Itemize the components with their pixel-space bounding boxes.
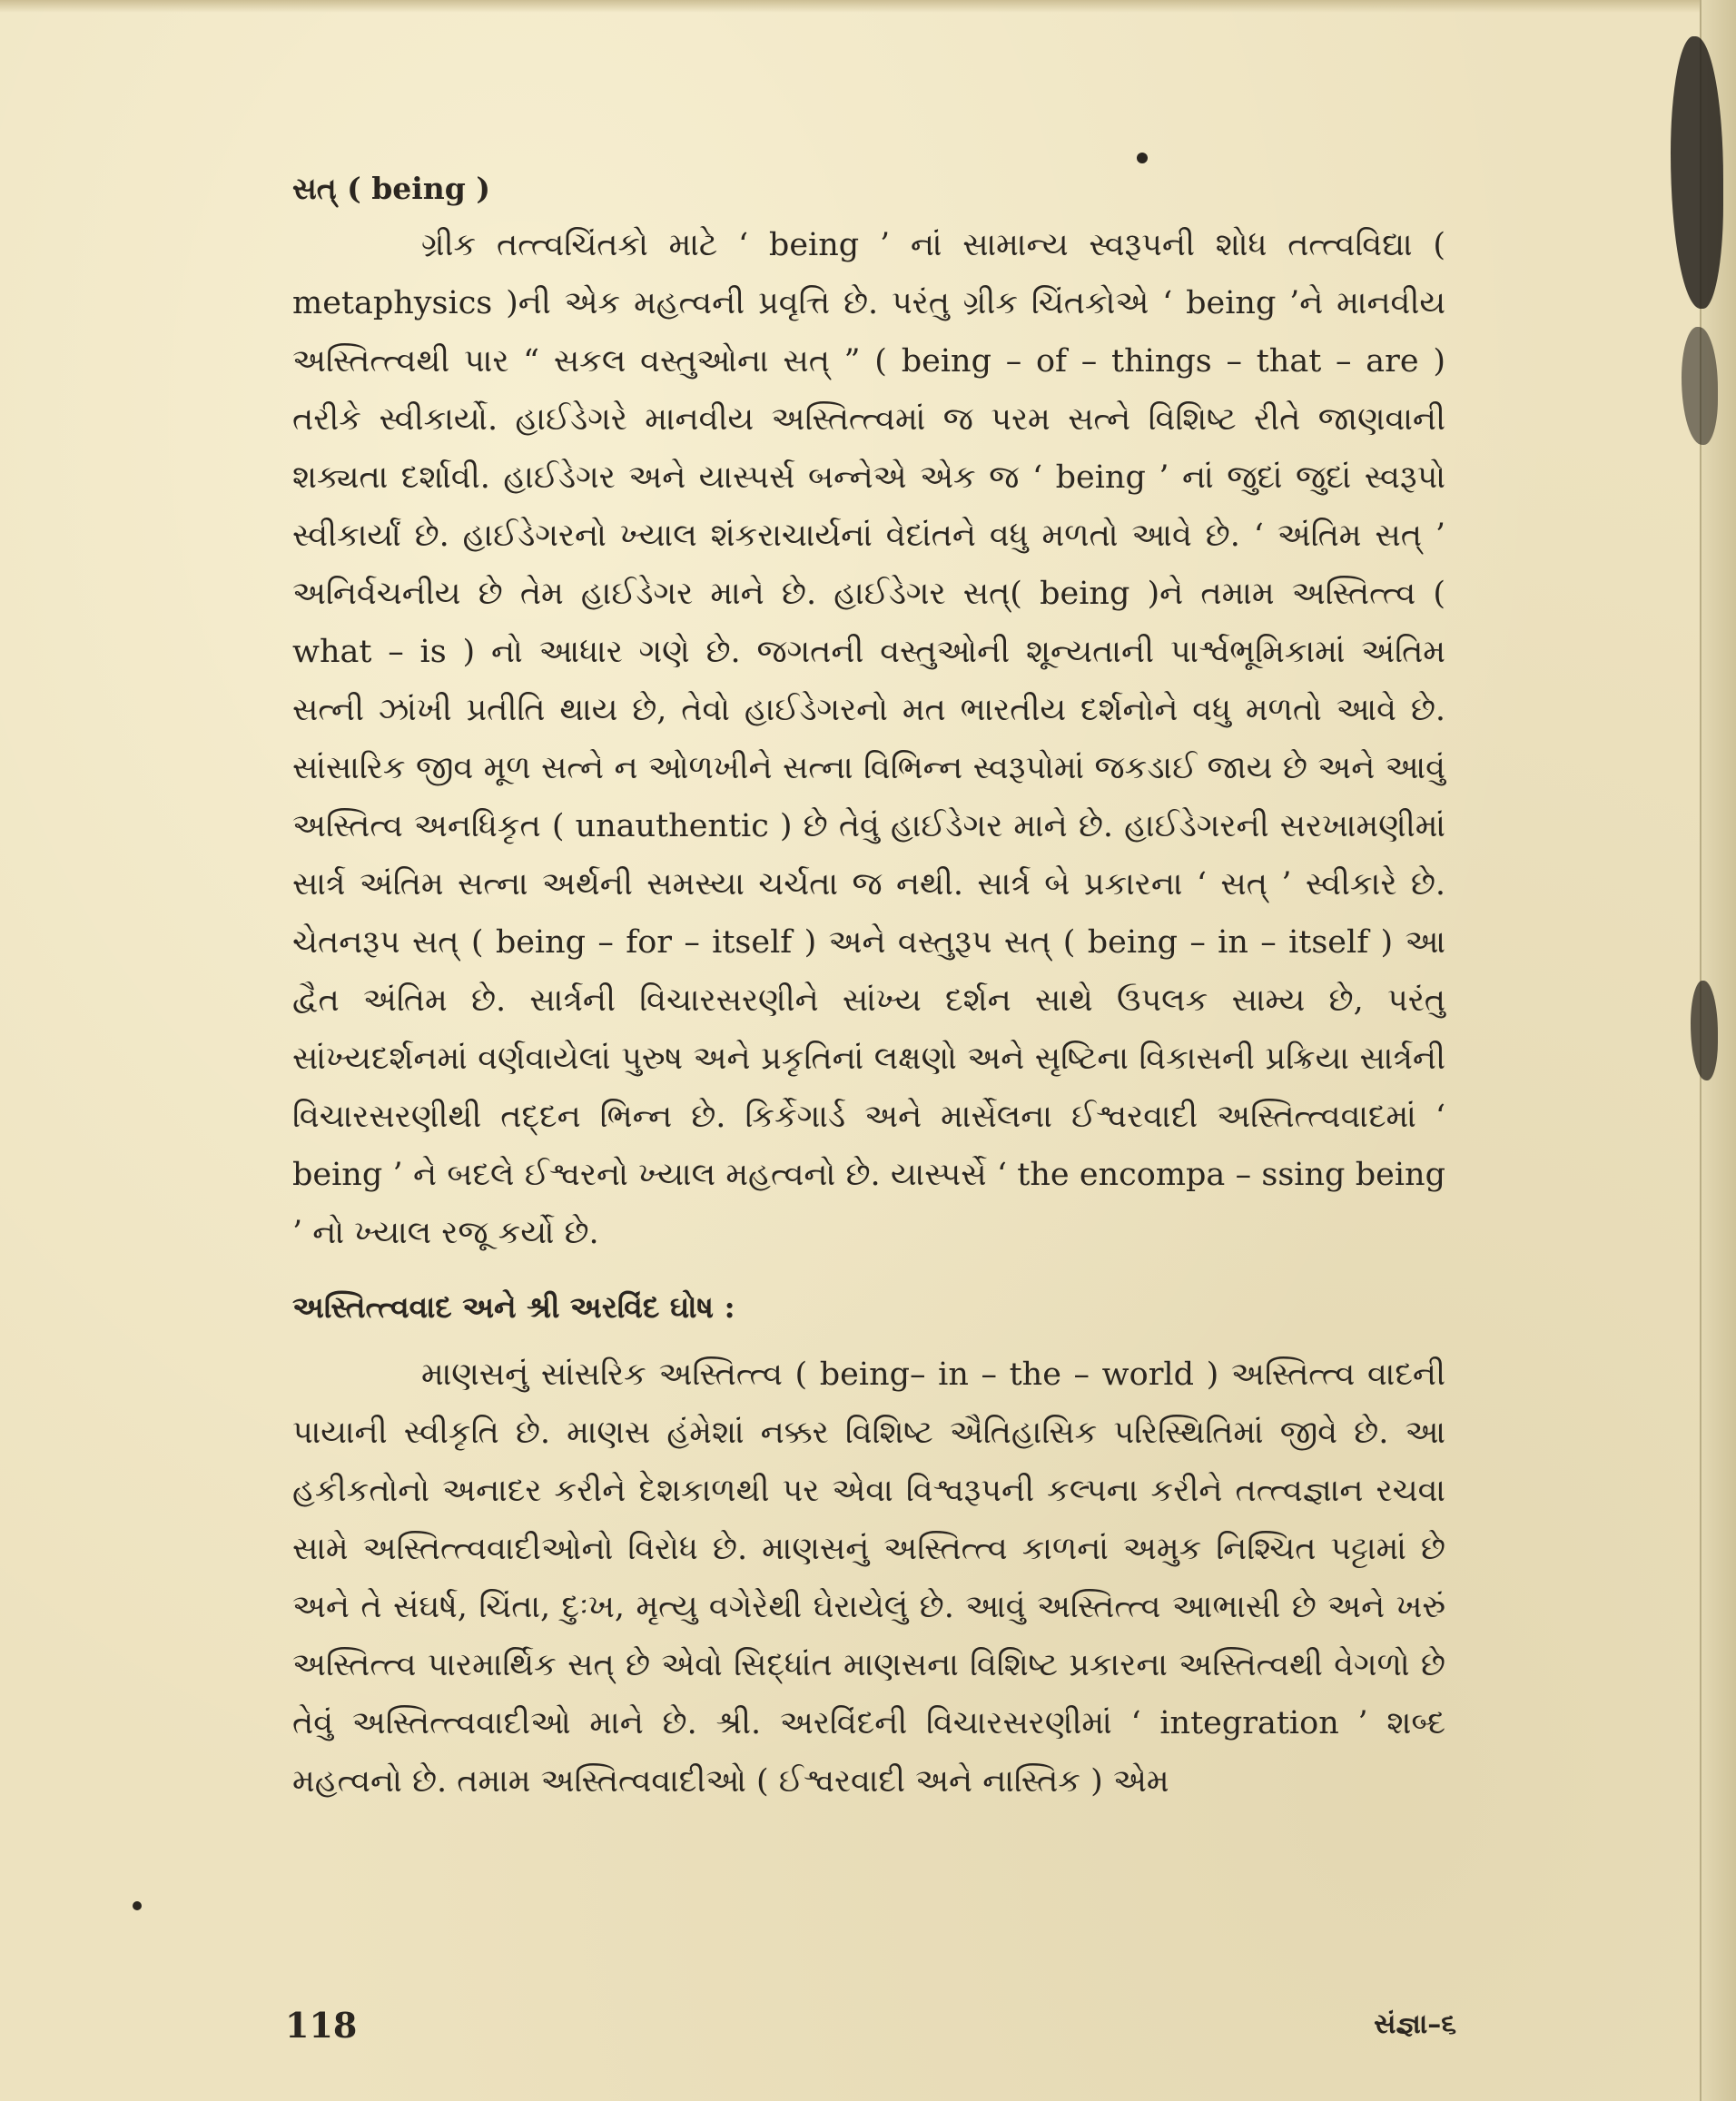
section-heading-being: સત્ ( being ): [292, 171, 490, 206]
paragraph-existentialism-aurobindo: માણસનું સાંસરિક અસ્તિત્ત્વ ( being– in – the – world ) અસ્તિત્ત્વ વાદની પાયાની સ્વીકૃતિ છે. માણસ હંમેશાં નક્કર વિશિષ્ટ ઐતિહાસિક પરિસ્થિતિમાં જીવે છે. આ હકીકતોનો અનાદર કરીને દેશકાળથી પર એવા વિશ્વરૂપની કલ્પના કરીને તત્ત્વજ્ઞાન રચવા સામે અસ્તિત્ત્વવાદીઓનો વિરોધ છે. માણસનું અસ્તિત્ત્વ કાળનાં અમુક નિશ્ચિત પટ્ટામાં છે અને તે સંઘર્ષ, ચિંતા, દુઃખ, મૃત્યુ વગેરેથી ઘેરાયેલું છે. આવું અસ્તિત્ત્વ આભાસી છે અને ખરું અસ્તિત્ત્વ પારમાર્થિક સત્ છે એવો સિદ્ધાંત માણસના વિશિષ્ટ પ્રકારના અસ્તિત્વથી વેગળો છે તેવું અસ્તિત્ત્વવાદીઓ માને છે. શ્રી. અરવિંદની વિચારસરણીમાં ‘ integration ’ શબ્દ મહત્વનો છે. તમામ અસ્તિત્વવાદીઓ ( ઈશ્વરવાદી અને નાસ્તિક ) એમ: [292, 1356, 1445, 1800]
ink-stain-right-middle: [1682, 327, 1718, 445]
page-top-edge: [0, 0, 1736, 13]
ink-stain-right-lower: [1691, 981, 1718, 1080]
section-heading-existentialism-aurobindo: અસ્તિત્ત્વવાદ અને શ્રી અરવિંદ ઘોષ :: [292, 1289, 735, 1325]
text-body: [292, 162, 1445, 1810]
ink-dot-left: [133, 1901, 142, 1910]
page-footer: [285, 2005, 1456, 2059]
signature-mark: સંજ્ઞા–૬: [1374, 2008, 1456, 2040]
paragraph-being: ગ્રીક તત્ત્વચિંતકો માટે ‘ being ’ નાં સામાન્ય સ્વરૂપની શોધ તત્ત્વવિદ્યા ( metaphysics )ની એક મહત્વની પ્રવૃત્તિ છે. પરંતુ ગ્રીક ચિંતકોએ ‘ being ’ને માનવીય અસ્તિત્ત્વથી પાર “ સકલ વસ્તુઓના સત્ ” ( being – of – things – that – are ) તરીકે સ્વીકાર્યો. હાઈડેગરે માનવીય અસ્તિત્ત્વમાં જ પરમ સત્ને વિશિષ્ટ રીતે જાણવાની શક્યતા દર્શાવી. હાઈડેગર અને યાસ્પર્સ બન્નેએ એક જ ‘ being ’ નાં જુદાં જુદાં સ્વરૂપો સ્વીકાર્યાં છે. હાઈડેગરનો ખ્યાલ શંકરાચાર્યનાં વેદાંતને વધુ મળતો આવે છે. ‘ અંતિમ સત્ ’ અનિર્વચનીય છે તેમ હાઈડેગર માને છે. હાઈડેગર સત્( being )ને તમામ અસ્તિત્ત્વ ( what – is ) નો આધાર ગણે છે. જગતની વસ્તુઓની શૂન્યતાની પાર્શ્વભૂમિકામાં અંતિમ સત્ની ઝાંખી પ્રતીતિ થાય છે, તેવો હાઈડેગરનો મત ભારતીય દર્શનોને વધુ મળતો આવે છે. સાંસારિક જીવ મૂળ સત્ને ન ઓળખીને સત્ના વિભિન્ન સ્વરૂપોમાં જકડાઈ જાય છે અને આવું અસ્તિત્વ અનધિકૃત ( unauthentic ) છે તેવું હાઈડેગર માને છે. હાઈડેગરની સરખામણીમાં સાર્ત્ર અંતિમ સત્ના અર્થની સમસ્યા ચર્ચતા જ નથી. સાર્ત્ર બે પ્રકારના ‘ સત્ ’ સ્વીકારે છે. ચેતનરૂપ સત્ ( being – for – itself ) અને વસ્તુરૂપ સત્ ( being – in – itself ) આ દ્વૈત અંતિમ છે. સાર્ત્રની વિચારસરણીને સાંખ્ય દર્શન સાથે ઉપલક સામ્ય છે, પરંતુ સાંખ્યદર્શનમાં વર્ણવાયેલાં પુરુષ અને પ્રકૃતિનાં લક્ષણો અને સૃષ્ટિના વિકાસની પ્રક્રિયા સાર્ત્રની વિચારસરણીથી તદ્દન ભિન્ન છે. કિર્કેગાર્ડ અને માર્સેલના ઈશ્વરવાદી અસ્તિત્ત્વવાદમાં ‘ being ’ ને બદલે ઈશ્વરનો ખ્યાલ મહત્વનો છે. યાસ્પર્સે ‘ the encompa – ssing being ’ નો ખ્યાલ રજૂ કર્યો છે.: [292, 227, 1445, 1251]
page-number: 118: [285, 2005, 358, 2046]
